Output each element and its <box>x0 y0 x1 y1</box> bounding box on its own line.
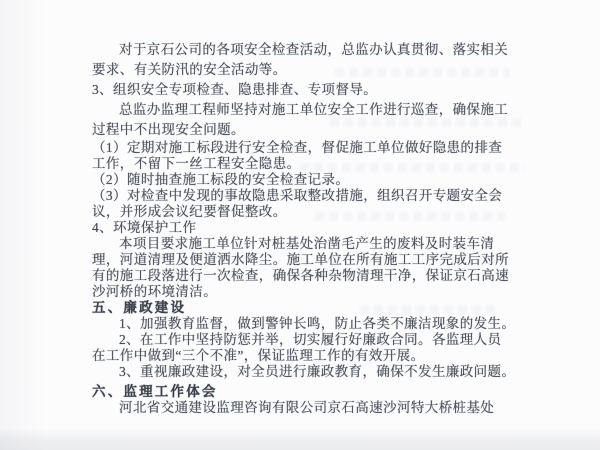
document-body <box>92 40 562 416</box>
text-line: 对于京石公司的各项安全检查活动，总监办认真贯彻、落实相关 <box>119 42 509 57</box>
list-item-paren-2: （2）随时抽查施工标段的安全检查记录。 <box>92 172 350 187</box>
text-line: 沙河桥的环境清洁。 <box>92 284 218 299</box>
scan-bottom-edge-shading <box>0 428 600 450</box>
text-line: 有的施工段落进行一次检查，确保各种杂物清理干净，保证京石高速 <box>92 268 509 283</box>
text-line: 本项目要求施工单位针对桩基处治凿毛产生的废料及时装车清 <box>119 236 495 251</box>
text-line: 要求、有关防汛的安全活动等。 <box>92 62 287 77</box>
text-line: 总监办监理工程师坚持对施工单位安全工作进行巡查，确保施工 <box>119 102 509 117</box>
list-item-2: 2、在工作中坚持防惩并举，切实履行好廉政合同。各监理人员 <box>119 332 502 347</box>
list-item-paren-3: （3）对检查中发现的事故隐患采取整改措施，组织召开专题安全会 <box>92 188 503 203</box>
list-item-3b: 3、重视廉政建设，对全员进行廉政教育，确保不发生廉政问题。 <box>119 364 516 379</box>
text-line: 河北省交通建设监理咨询有限公司京石高速沙河特大桥桩基处 <box>119 400 495 415</box>
text-line: 议，并形成会议纪要督促整改。 <box>92 204 287 219</box>
text-line: 理，河道清理及便道洒水降尘。施工单位在所有施工工序完成后对所 <box>92 252 509 267</box>
text-line: 工作，不留下一丝工程安全隐患。 <box>92 156 301 171</box>
list-item-4: 4、环境保护工作 <box>92 220 197 235</box>
list-item-paren-1: （1）定期对施工标段进行安全检查，督促施工单位做好隐患的排查 <box>92 140 503 155</box>
list-item-1: 1、加强教育监督，做到警钟长鸣，防止各类不廉洁现象的发生。 <box>119 316 516 331</box>
section-heading-tihui: 六、监理工作体会 <box>92 384 218 399</box>
section-heading-lianzheng: 五、廉政建设 <box>92 300 187 315</box>
scan-left-edge-shading <box>0 0 46 450</box>
text-line: 过程中不出现安全问题。 <box>92 122 245 137</box>
text-line: 在工作中做到“三个不准”，保证监理工作的有效开展。 <box>92 348 425 363</box>
list-item-3: 3、组织安全专项检查、隐患排查、专项督导。 <box>92 82 378 97</box>
